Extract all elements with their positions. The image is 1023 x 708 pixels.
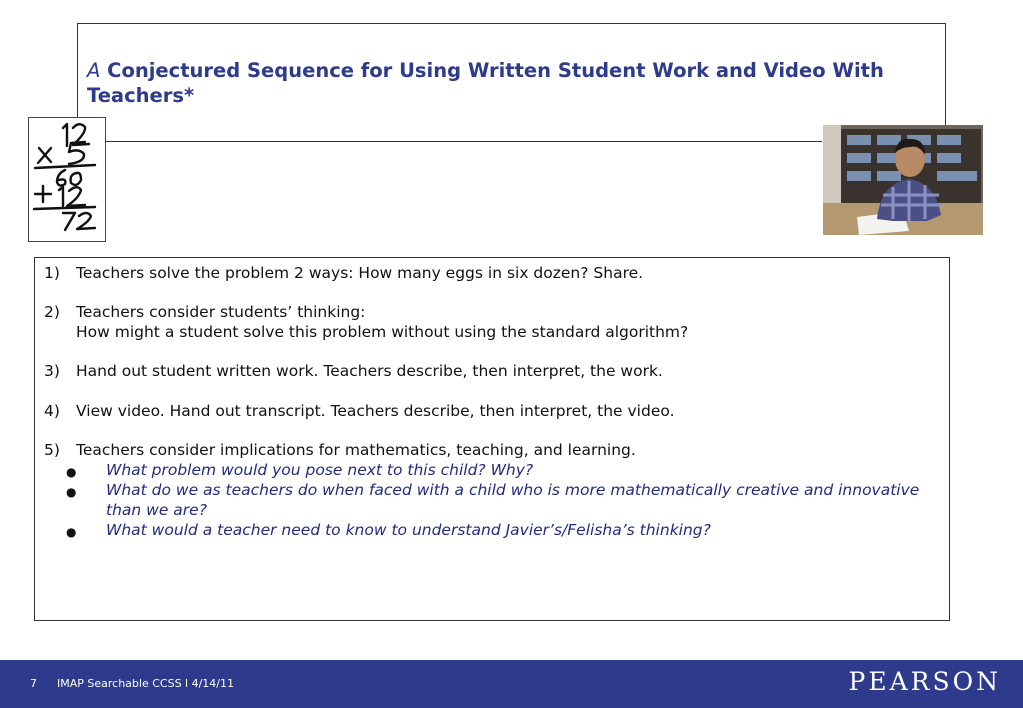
question-text: What would a teacher need to know to understand Javier’s/Felisha’s thinking? (106, 521, 711, 539)
slide-number: 7 (30, 677, 37, 690)
handwritten-multiplication-image (28, 117, 106, 242)
student-photo-icon (823, 125, 983, 235)
step-subtext: How might a student solve this problem without using the standard algorithm? (76, 323, 689, 341)
title-divider (105, 141, 822, 142)
list-item (44, 263, 643, 283)
step-number: 2) (44, 303, 60, 321)
step-number: 4) (44, 402, 60, 420)
slide-title (87, 58, 907, 108)
question-text: What do we as teachers do when faced with a child who is more mathematically creative and innovative than we are? (106, 481, 920, 519)
step-number: 1) (44, 264, 60, 282)
step-text: Teachers consider implications for mathematics, teaching, and learning. (76, 441, 636, 459)
step-number: 3) (44, 362, 60, 380)
step-text: Teachers solve the problem 2 ways: How many eggs in six dozen? Share. (76, 264, 644, 282)
bullet-icon: ● (66, 525, 77, 539)
step-text: View video. Hand out transcript. Teachers describe, then interpret, the video. (76, 402, 675, 420)
student-at-desk-photo (823, 125, 983, 235)
pearson-logo: PEARSON (848, 667, 1001, 696)
title-prefix: A (87, 59, 101, 82)
step-text: Hand out student written work. Teachers describe, then interpret, the work. (76, 362, 663, 380)
bullet-icon: ● (66, 465, 77, 479)
step-text: Teachers consider students’ thinking: (76, 303, 366, 321)
multiplication-sketch-icon (29, 118, 105, 241)
question-text: What problem would you pose next to this child? Why? (106, 461, 534, 479)
list-item (44, 361, 663, 381)
footer-info (30, 677, 234, 690)
list-item (44, 401, 675, 421)
list-item (44, 440, 636, 460)
bullet-icon: ● (66, 485, 77, 499)
list-item (44, 302, 365, 322)
title-main: Conjectured Sequence for Using Written Student Work and Video With Teachers* (87, 59, 884, 107)
footer-label: IMAP Searchable CCSS l 4/14/11 (57, 677, 235, 690)
step-number: 5) (44, 441, 60, 459)
